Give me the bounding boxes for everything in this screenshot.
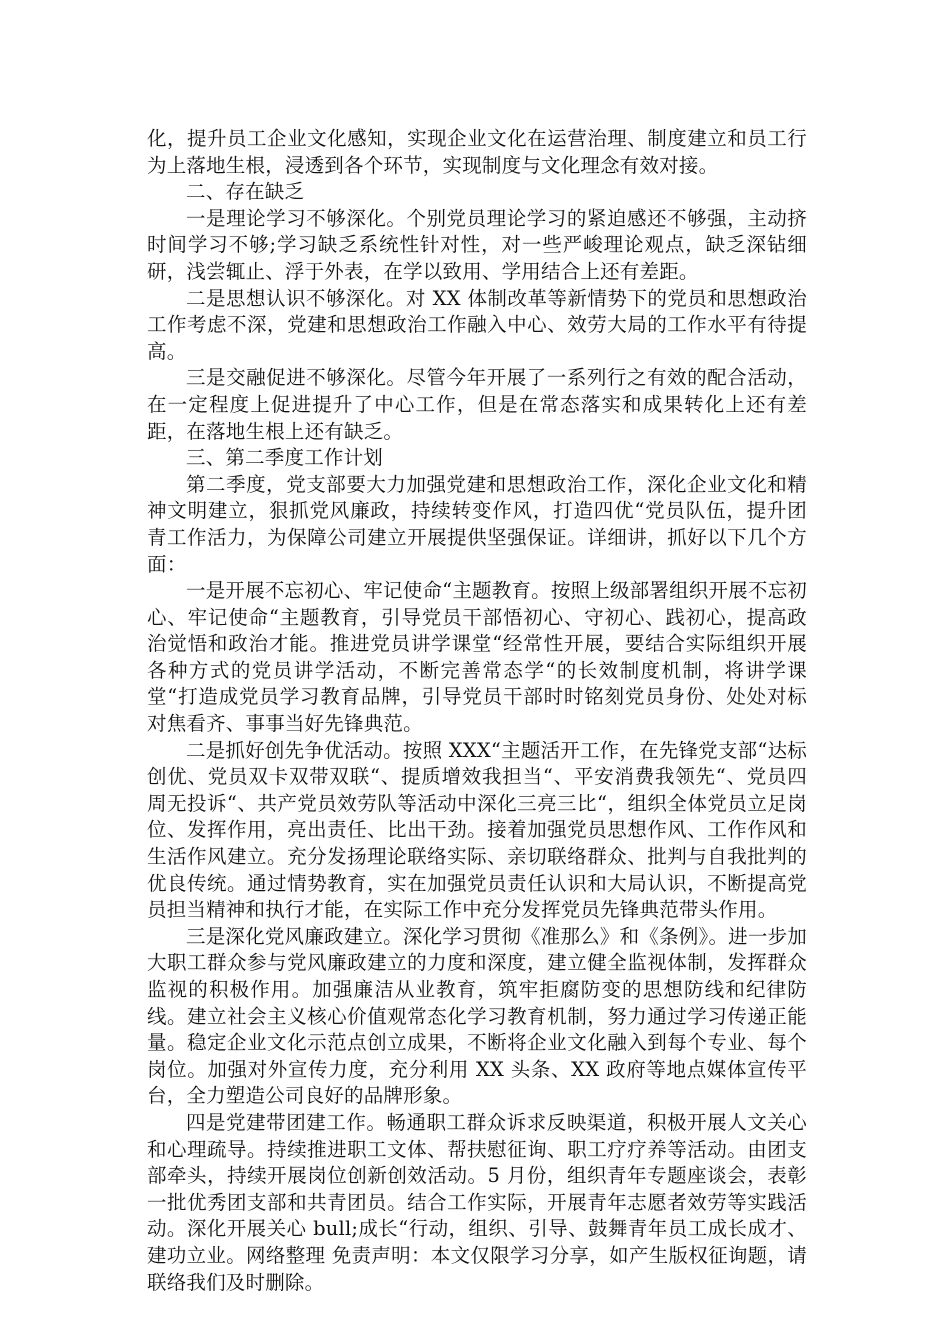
paragraph-integrity-building: 三是深化党风廉政建立。深化学习贯彻《准那么》和《条例》。进一步加大职工群众参与党风廉政建立的力度和深度，建立健全监视体制，发挥群众监视的积极作用。加强廉洁从业教育，筑牢拒腐防变的思想防线和纪律防线。建立社会主义核心价值观常态化学习教育机制，努力通过学习传递正能量。稳定企业文化示范点创立成果，不断将企业文化融入到每个专业、每个岗位。加强对外宣传力度，充分利用 XX 头条、XX 政府等地点媒体宣传平台，全力塑造公司良好的品牌形象。 [147, 924, 807, 1108]
paragraph-ideological-awareness: 二是思想认识不够深化。对 XX 体制改革等新情势下的党员和思想政治工作考虑不深，党建和思想政治工作融入中心、效劳大局的工作水平有待提高。 [147, 286, 807, 363]
section-heading-q2-plan: 三、第二季度工作计划 [186, 446, 384, 470]
paragraph-theme-education: 一是开展不忘初心、牢记使命“主题教育。按照上级部署组织开展不忘初心、牢记使命“主题教育，引导党员干部悟初心、守初心、践初心，提高政治觉悟和政治才能。推进党员讲学课堂“经常性开展，要结合实际组织开展各种方式的党员讲学活动，不断完善常态学“的长效制度机制，将讲学课堂“打造成党员学习教育品牌，引导党员干部时时铭刻党员身份、处处对标对焦看齐、事事当好先锋典范。 [147, 579, 807, 736]
document-body [147, 126, 807, 1296]
paragraph-integration: 三是交融促进不够深化。尽管今年开展了一系列行之有效的配合活动，在一定程度上促进提升了中心工作，但是在常态落实和成果转化上还有差距，在落地生根上还有缺乏。 [147, 366, 807, 443]
paragraph-q2-overview: 第二季度，党支部要大力加强党建和思想政治工作，深化企业文化和精神文明建立，狠抓党风廉政，持续转变作风，打造四优“党员队伍，提升团青工作活力，为保障公司建立开展提供坚强保证。详细讲，抓好以下几个方面： [147, 472, 807, 576]
paragraph-youth-league: 四是党建带团建工作。畅通职工群众诉求反映渠道，积极开展人文关心和心理疏导。持续推进职工文体、帮扶慰征询、职工疗疗养等活动。由团支部牵头，持续开展岗位创新创效活动。5 月份，组织青年专题座谈会，表彰一批优秀团支部和共青团员。结合工作实际，开展青年志愿者效劳等实践活动。深化开展关心 bull;成长“行动，组织、引导、鼓舞青年员工成长成才、建功立业。网络整理 免责声明：本文仅限学习分享，如产生版权征询题，请联络我们及时删除。 [147, 1110, 807, 1294]
paragraph-theory-study: 一是理论学习不够深化。个别党员理论学习的紧迫感还不够强，主动挤时间学习不够;学习缺乏系统性针对性，对一些严峻理论观点，缺乏深钻细研，浅尝辄止、浮于外表，在学以致用、学用结合上还有差距。 [147, 206, 807, 283]
section-heading-shortcomings: 二、存在缺乏 [186, 180, 305, 204]
paragraph-culture-continuation: 化，提升员工企业文化感知，实现企业文化在运营治理、制度建立和员工行为上落地生根，浸透到各个环节，实现制度与文化理念有效对接。 [147, 127, 807, 177]
paragraph-excellence-activities: 二是抓好创先争优活动。按照 XXX“主题活开工作，在先锋党支部“达标创优、党员双卡双带双联“、提质增效我担当“、平安消费我领先“、党员四周无投诉“、共产党员效劳队等活动中深化三亮三比“，组织全体党员立足岗位、发挥作用，亮出责任、比出干劲。接着加强党员思想作风、工作作风和生活作风建立。充分发扬理论联络实际、亲切联络群众、批判与自我批判的优良传统。通过情势教育，实在加强党员责任认识和大局认识，不断提高党员担当精神和执行才能，在实际工作中充分发挥党员先锋典范带头作用。 [147, 738, 807, 922]
